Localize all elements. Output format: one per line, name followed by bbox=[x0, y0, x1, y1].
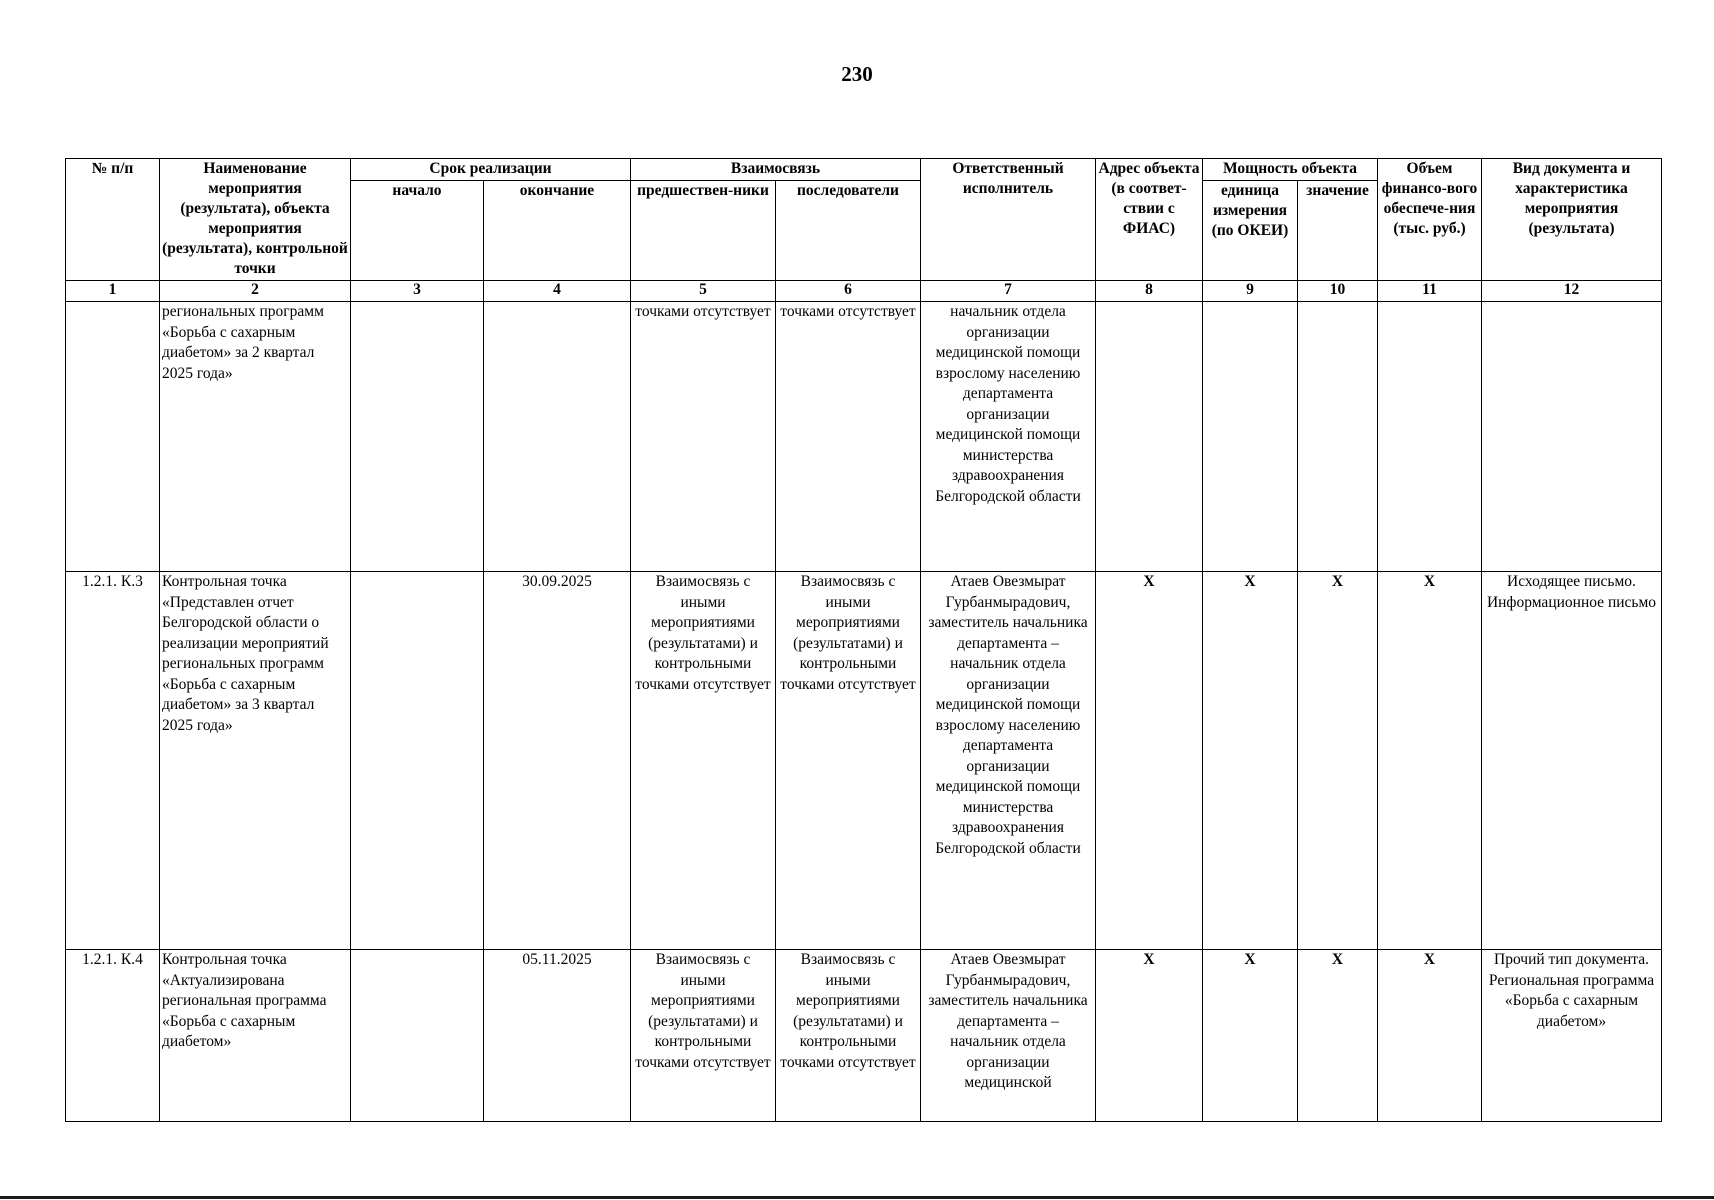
table-row bbox=[66, 950, 1662, 1122]
cell-finance bbox=[1378, 302, 1482, 572]
cell-end bbox=[484, 302, 631, 572]
header-name: Наименование мероприятия (результата), объекта мероприятия (результата), контрольной точки bbox=[160, 159, 351, 281]
cell-value bbox=[1298, 302, 1378, 572]
page-number: 230 bbox=[841, 62, 873, 86]
events-table bbox=[65, 158, 1662, 1122]
cell-value: X bbox=[1298, 950, 1378, 1122]
table-row bbox=[66, 302, 1662, 572]
header-relation-pred: предшествен-ники bbox=[631, 181, 776, 281]
header-period-end: окончание bbox=[484, 181, 631, 281]
cell-succ: Взаимосвязь с иными мероприятиями (результатами) и контрольными точками отсутствует bbox=[776, 950, 921, 1122]
col-number: 8 bbox=[1096, 281, 1203, 302]
column-numbers-row bbox=[66, 281, 1662, 302]
cell-num: 1.2.1. К.4 bbox=[66, 950, 160, 1122]
cell-unit: X bbox=[1203, 950, 1298, 1122]
cell-unit: X bbox=[1203, 572, 1298, 950]
cell-end: 30.09.2025 bbox=[484, 572, 631, 950]
header-relation: Взаимосвязь bbox=[631, 159, 921, 181]
cell-name: Контрольная точка «Представлен отчет Белгородской области о реализации мероприятий региональных программ «Борьба с сахарным диабетом» за 3 квартал 2025 года» bbox=[160, 572, 351, 950]
cell-doc: Прочий тип документа. Региональная программа «Борьба с сахарным диабетом» bbox=[1482, 950, 1662, 1122]
header-address: Адрес объекта (в соответ-ствии с ФИАС) bbox=[1096, 159, 1203, 281]
cell-responsible: Атаев Овезмырат Гурбанмырадович, заместитель начальника департамента – начальник отдела организации медицинской помощи взрослому населению департамента организации медицинской помощи министерства здравоохранения Белгородской области bbox=[921, 572, 1096, 950]
cell-num: 1.2.1. К.3 bbox=[66, 572, 160, 950]
col-number: 11 bbox=[1378, 281, 1482, 302]
header-capacity-unit: единица измерения (по ОКЕИ) bbox=[1203, 181, 1298, 281]
col-number: 10 bbox=[1298, 281, 1378, 302]
cell-name: Контрольная точка «Актуализирована региональная программа «Борьба с сахарным диабетом» bbox=[160, 950, 351, 1122]
header-num: № п/п bbox=[66, 159, 160, 281]
table-row bbox=[66, 572, 1662, 950]
col-number: 1 bbox=[66, 281, 160, 302]
cell-doc bbox=[1482, 302, 1662, 572]
cell-address: X bbox=[1096, 950, 1203, 1122]
cell-responsible: Атаев Овезмырат Гурбанмырадович, заместитель начальника департамента – начальник отдела организации медицинской bbox=[921, 950, 1096, 1122]
cell-start bbox=[351, 950, 484, 1122]
cell-end: 05.11.2025 bbox=[484, 950, 631, 1122]
col-number: 4 bbox=[484, 281, 631, 302]
cell-doc: Исходящее письмо. Информационное письмо bbox=[1482, 572, 1662, 950]
header-capacity-value: значение bbox=[1298, 181, 1378, 281]
cell-responsible: начальник отдела организации медицинской помощи взрослому населению департамента организации медицинской помощи министерства здравоохранения Белгородской области bbox=[921, 302, 1096, 572]
cell-pred: Взаимосвязь с иными мероприятиями (результатами) и контрольными точками отсутствует bbox=[631, 950, 776, 1122]
col-number: 9 bbox=[1203, 281, 1298, 302]
col-number: 12 bbox=[1482, 281, 1662, 302]
cell-num bbox=[66, 302, 160, 572]
header-period-start: начало bbox=[351, 181, 484, 281]
bottom-rule bbox=[0, 1196, 1714, 1199]
cell-finance: X bbox=[1378, 572, 1482, 950]
header-finance: Объем финансо-вого обеспече-ния (тыс. руб.) bbox=[1378, 159, 1482, 281]
cell-succ: точками отсутствует bbox=[776, 302, 921, 572]
header-doc-type: Вид документа и характеристика мероприятия (результата) bbox=[1482, 159, 1662, 281]
col-number: 3 bbox=[351, 281, 484, 302]
cell-pred: Взаимосвязь с иными мероприятиями (результатами) и контрольными точками отсутствует bbox=[631, 572, 776, 950]
cell-pred: точками отсутствует bbox=[631, 302, 776, 572]
header-capacity: Мощность объекта bbox=[1203, 159, 1378, 181]
cell-address: X bbox=[1096, 572, 1203, 950]
cell-finance: X bbox=[1378, 950, 1482, 1122]
col-number: 5 bbox=[631, 281, 776, 302]
col-number: 2 bbox=[160, 281, 351, 302]
cell-start bbox=[351, 302, 484, 572]
cell-succ: Взаимосвязь с иными мероприятиями (результатами) и контрольными точками отсутствует bbox=[776, 572, 921, 950]
cell-value: X bbox=[1298, 572, 1378, 950]
cell-name: региональных программ «Борьба с сахарным диабетом» за 2 квартал 2025 года» bbox=[160, 302, 351, 572]
header-relation-succ: последователи bbox=[776, 181, 921, 281]
col-number: 7 bbox=[921, 281, 1096, 302]
cell-unit bbox=[1203, 302, 1298, 572]
header-period: Срок реализации bbox=[351, 159, 631, 181]
cell-start bbox=[351, 572, 484, 950]
header-responsible: Ответственный исполнитель bbox=[921, 159, 1096, 281]
cell-address bbox=[1096, 302, 1203, 572]
col-number: 6 bbox=[776, 281, 921, 302]
